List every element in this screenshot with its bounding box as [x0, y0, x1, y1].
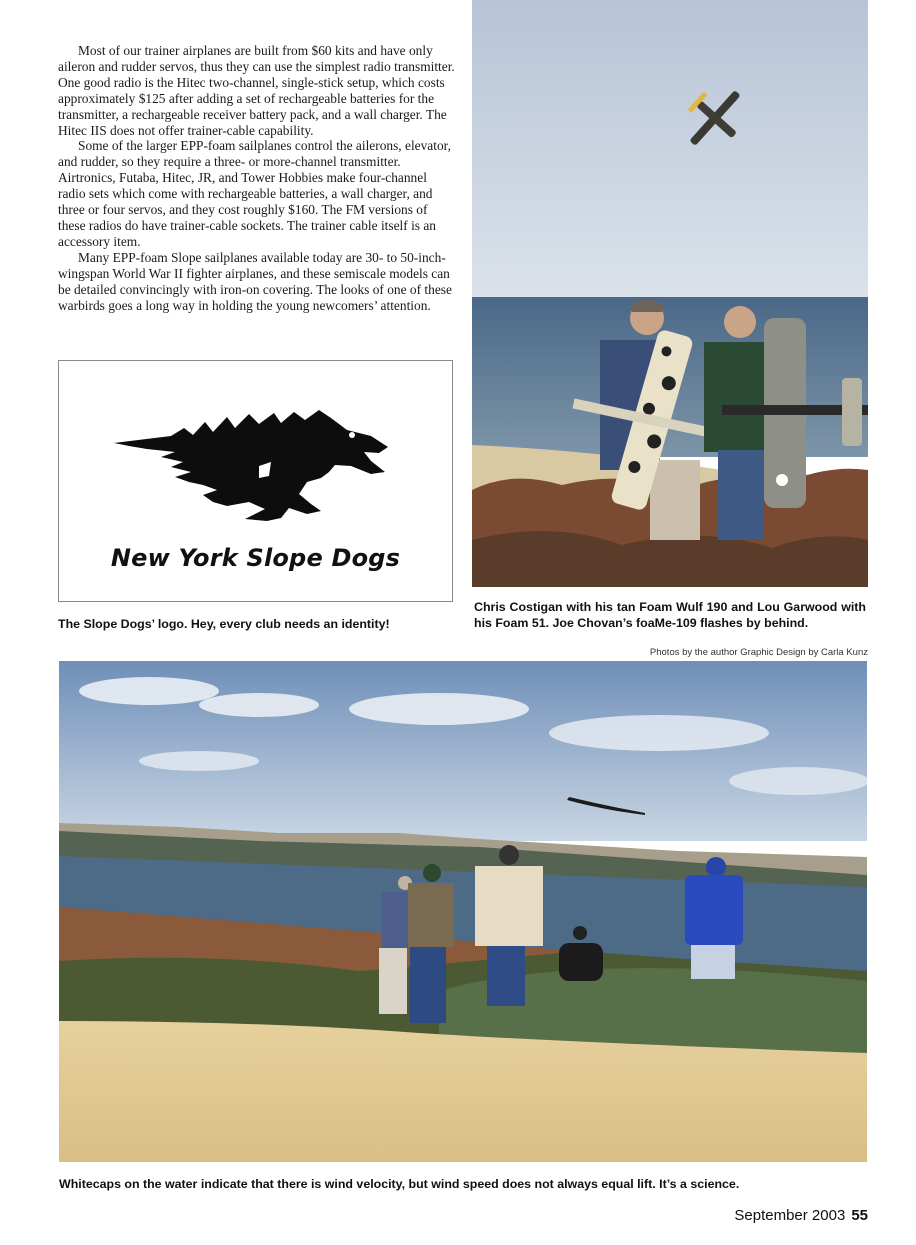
bottom-photo [59, 661, 867, 1162]
logo-caption: The Slope Dogs’ logo. Hey, every club needs an identity! [58, 617, 390, 631]
bottom-photo-caption: Whitecaps on the water indicate that there is wind velocity, but wind speed does not always equal lift. It’s a science. [59, 1177, 740, 1191]
article-paragraph: Some of the larger EPP-foam sailplanes control the ailerons, elevator, and rudder, so they require a three- or more-channel transmitter. Airtronics, Futaba, Hitec, JR, and Tower Hobbies make four-channel radio sets which come with rechargeable batteries, a wall charger, and three or four servos, and they cost roughly $160. The FM versions of these radios do have trainer-cable sockets. The trainer cable itself is an accessory item. [58, 138, 451, 249]
page-folio [734, 1207, 868, 1224]
club-logo-box [58, 360, 453, 602]
page-number: 55 [851, 1207, 868, 1224]
top-photo [472, 0, 868, 587]
article-paragraph: Most of our trainer airplanes are built from $60 kits and have only aileron and rudder servos, thus they can use the simplest radio transmitter. One good radio is the Hitec two-channel, single-stick setup, which costs approximately $125 after adding a set of rechargeable batteries for the transmitter, a rechargeable receiver battery pack, and a wall charger. The Hitec IIS does not offer trainer-cable capability. [58, 43, 455, 138]
logo-wordmark: New York Slope Dogs [110, 544, 401, 572]
article-paragraph: Many EPP-foam Slope sailplanes available today are 30- to 50-inch-wingspan World War II fighter airplanes, and these semiscale models can be detailed convincingly with iron-on covering. The looks of one of these warbirds goes a long way in holding the young newcomers’ attention. [58, 249, 452, 313]
article-body [58, 43, 456, 313]
person-icon [685, 857, 743, 979]
issue-date: September 2003 [734, 1207, 846, 1224]
photo-credit: Photos by the author Graphic Design by Carla Kunz [649, 647, 868, 658]
running-dog-logo-icon [109, 406, 399, 536]
top-photo-caption: Chris Costigan with his tan Foam Wulf 190 and Lou Garwood with his Foam 51. Joe Chovan’s foaMe-109 flashes by behind. [474, 600, 866, 630]
